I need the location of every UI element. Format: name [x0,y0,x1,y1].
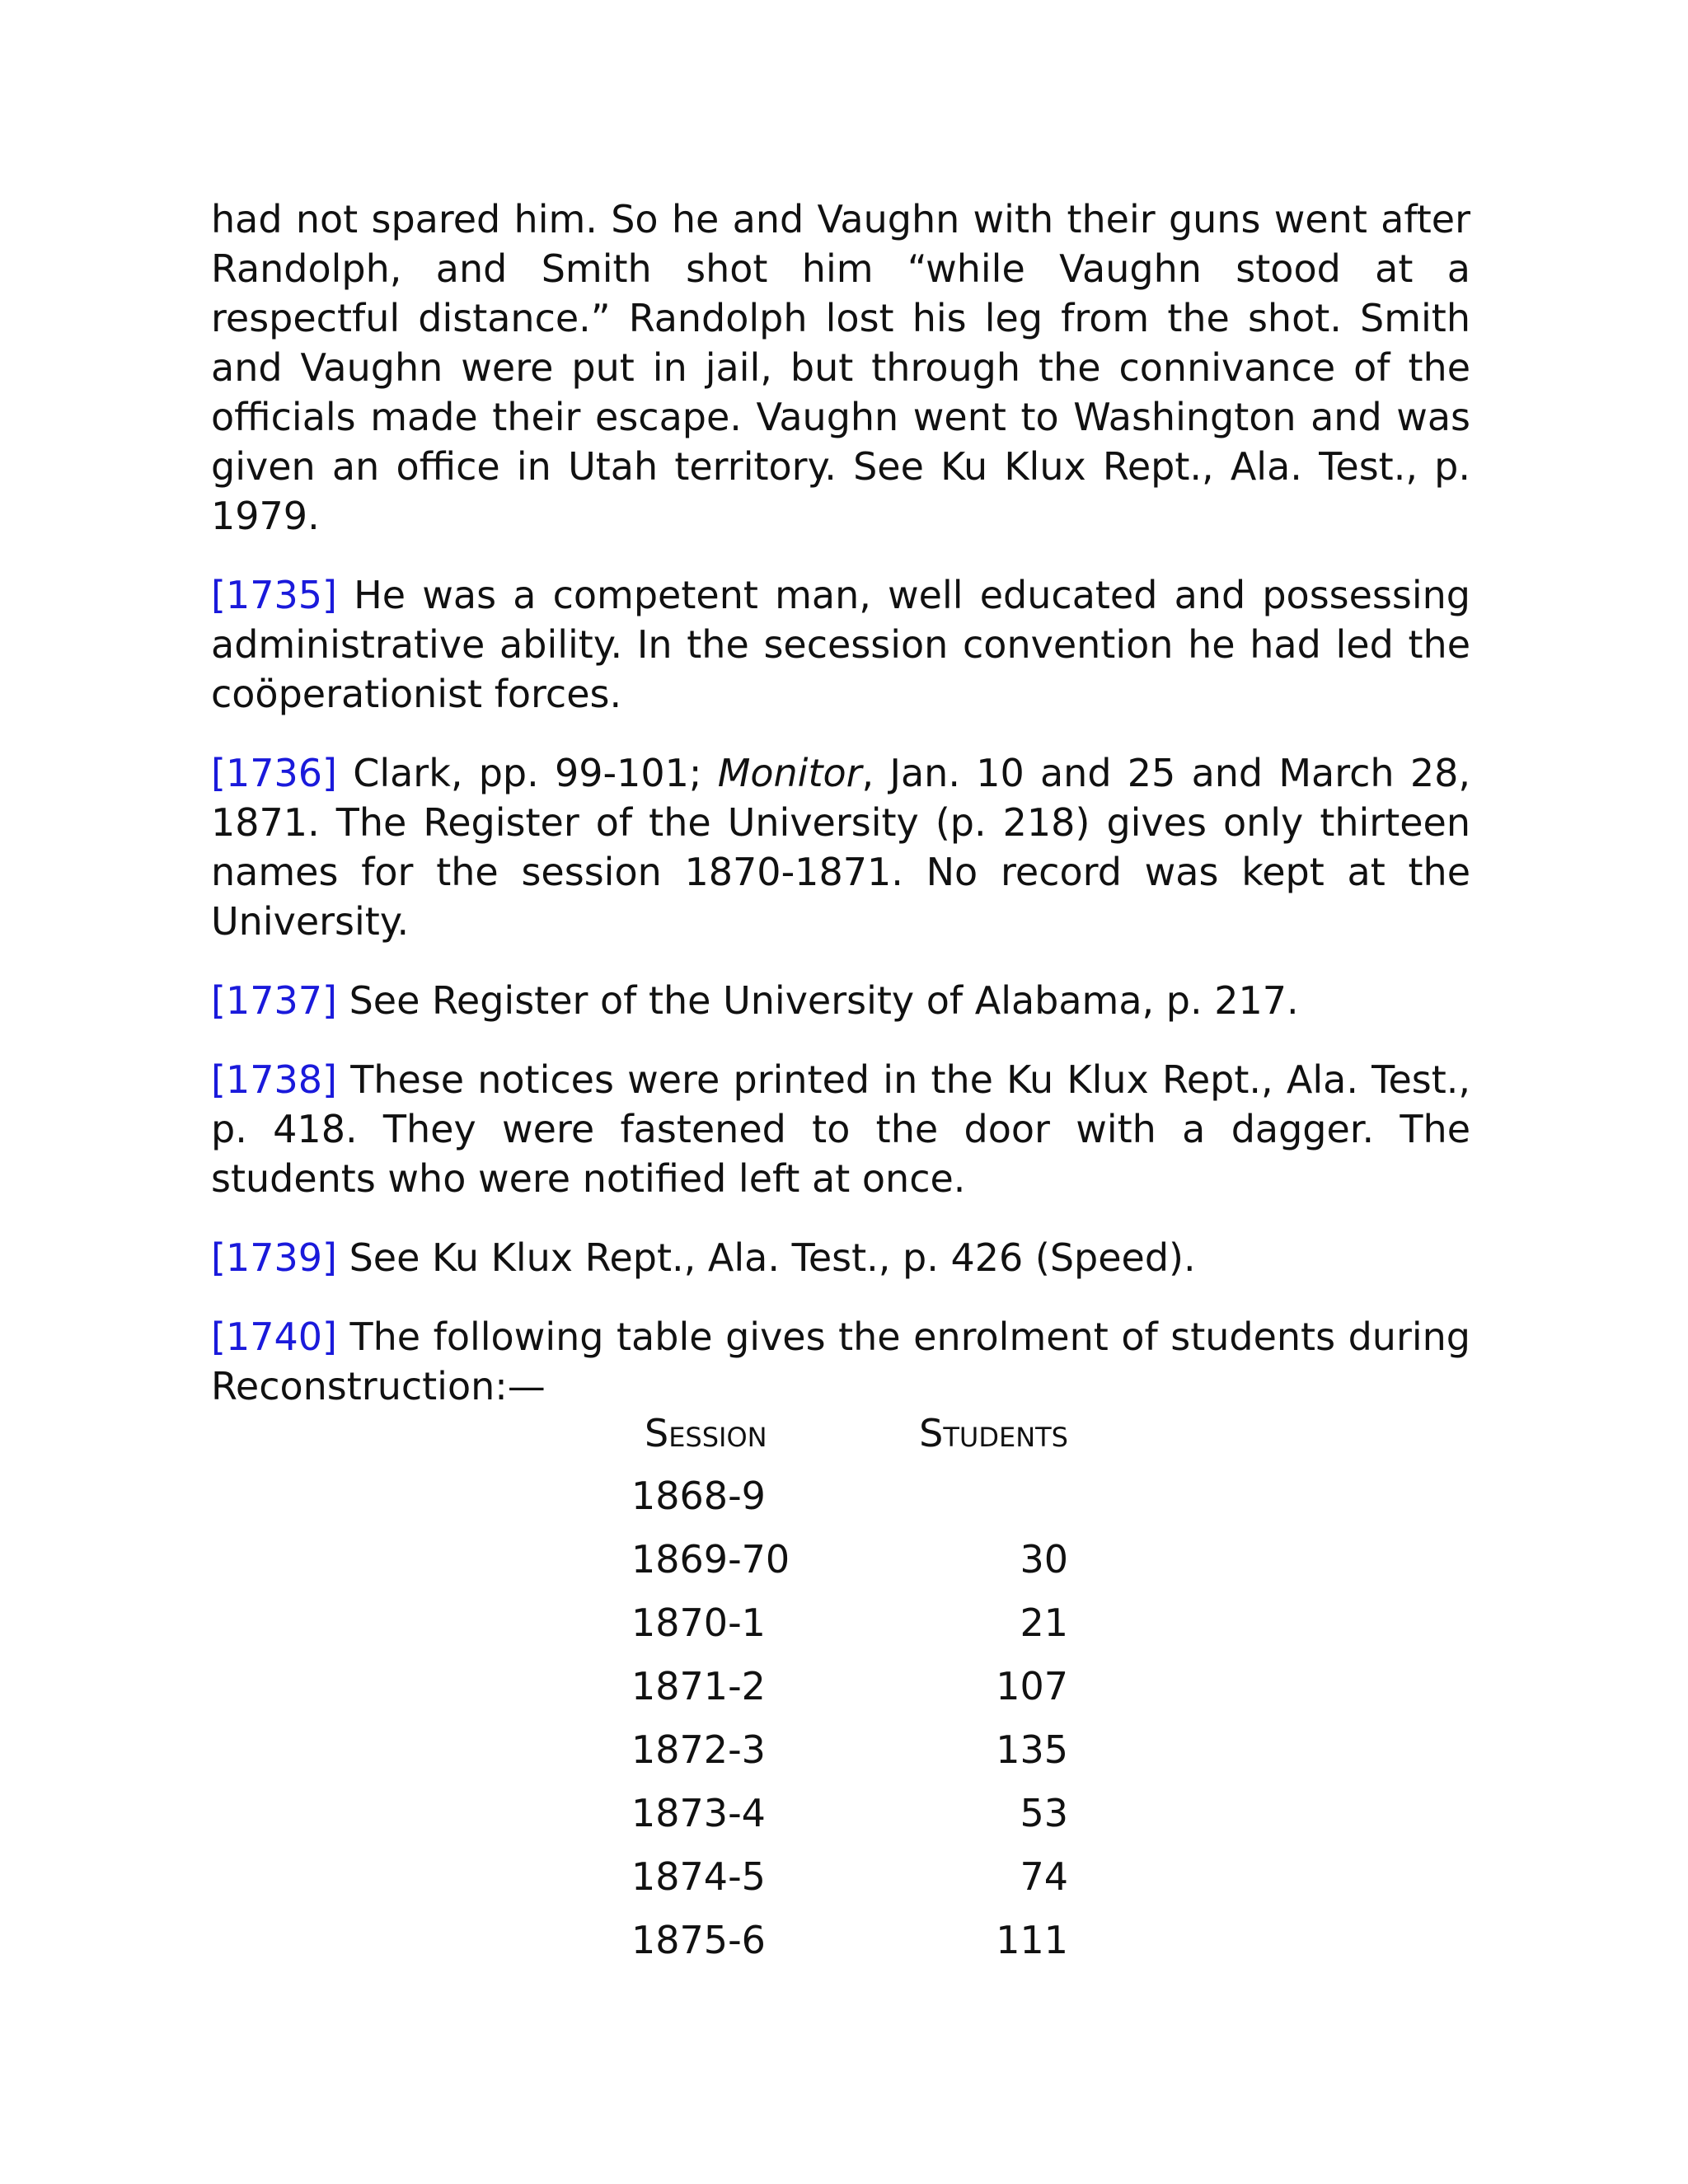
footnote-ref-link[interactable]: [1737] [211,978,337,1023]
footnote-ref-link[interactable]: [1738] [211,1057,337,1102]
table-header-row [631,1411,1068,1464]
enrolment-table [631,1411,1068,1971]
students-cell: 21 [1020,1600,1068,1645]
document-page [211,194,1470,1441]
students-cell: 74 [1020,1854,1068,1899]
footnote-1737 [211,976,1470,1025]
session-cell: 1868-9 [631,1473,766,1518]
session-cell: 1875-6 [631,1917,766,1962]
footnote-ref-link[interactable]: [1739] [211,1235,337,1280]
header-session: Session [645,1411,767,1455]
footnote-1735 [211,570,1470,719]
table-row [631,1781,1068,1844]
footnote-ref-link[interactable]: [1740] [211,1315,337,1359]
footnote-1739 [211,1233,1470,1282]
session-cell: 1869-70 [631,1536,790,1582]
table-row [631,1527,1068,1591]
table-row [631,1654,1068,1718]
footnote-1738 [211,1055,1470,1203]
italic-title: Monitor [717,751,862,795]
session-cell: 1871-2 [631,1663,766,1708]
paragraph-text: had not spared him. So he and Vaughn with their guns went after Randolph, and Smith shot him “while Vaughn stood at a respectful distance.” Randolph lost his leg from the shot. Smith and Vaughn were put in jail, but through the connivance of the officials made their escape. Vaughn went to Washington and was given an office in Utah territory. See Ku Klux Rept., Ala. Test., p. 1979. [211,197,1470,538]
footnote-text: He was a competent man, well educated and possessing administrative ability. In the secession convention he had led the coöperationist forces. [211,573,1470,716]
footnote-text: See Register of the University of Alabama, p. 217. [336,978,1299,1023]
table-row [631,1464,1068,1527]
footnote-text: See Ku Klux Rept., Ala. Test., p. 426 (Speed). [336,1235,1196,1280]
footnote-1740 [211,1312,1470,1411]
students-cell: 30 [1020,1536,1068,1582]
footnote-1736 [211,748,1470,946]
students-cell: 107 [996,1663,1068,1708]
students-cell [912,1464,1068,1527]
students-cell: 111 [996,1917,1068,1962]
footnote-text: Clark, pp. 99-101; [336,751,718,795]
footnote-ref-link[interactable]: [1736] [211,751,337,795]
header-students: Students [919,1411,1068,1455]
table-row [631,1718,1068,1781]
session-cell: 1874-5 [631,1854,766,1899]
table-row [631,1591,1068,1654]
session-cell: 1873-4 [631,1790,766,1835]
footnote-text: , Jan. 10 and 25 and March 28, 1871. The Register of the University (p. 218) gives only thirteen names for the session 1870-1871. No record was kept at the University. [211,751,1470,944]
students-cell: 53 [1020,1790,1068,1835]
footnote-text: These notices were printed in the Ku Klux Rept., Ala. Test., p. 418. They were fastened to the door with a dagger. The students who were notified left at once. [211,1057,1470,1201]
table-row [631,1844,1068,1908]
session-cell: 1870-1 [631,1600,766,1645]
enrolment-table-container [631,1411,1076,1971]
footnote-text: The following table gives the enrolment of students during Reconstruction:— [211,1315,1470,1408]
paragraph-continuation [211,194,1470,541]
table-row [631,1908,1068,1971]
session-cell: 1872-3 [631,1727,766,1772]
students-cell: 135 [996,1727,1068,1772]
footnote-ref-link[interactable]: [1735] [211,573,337,617]
